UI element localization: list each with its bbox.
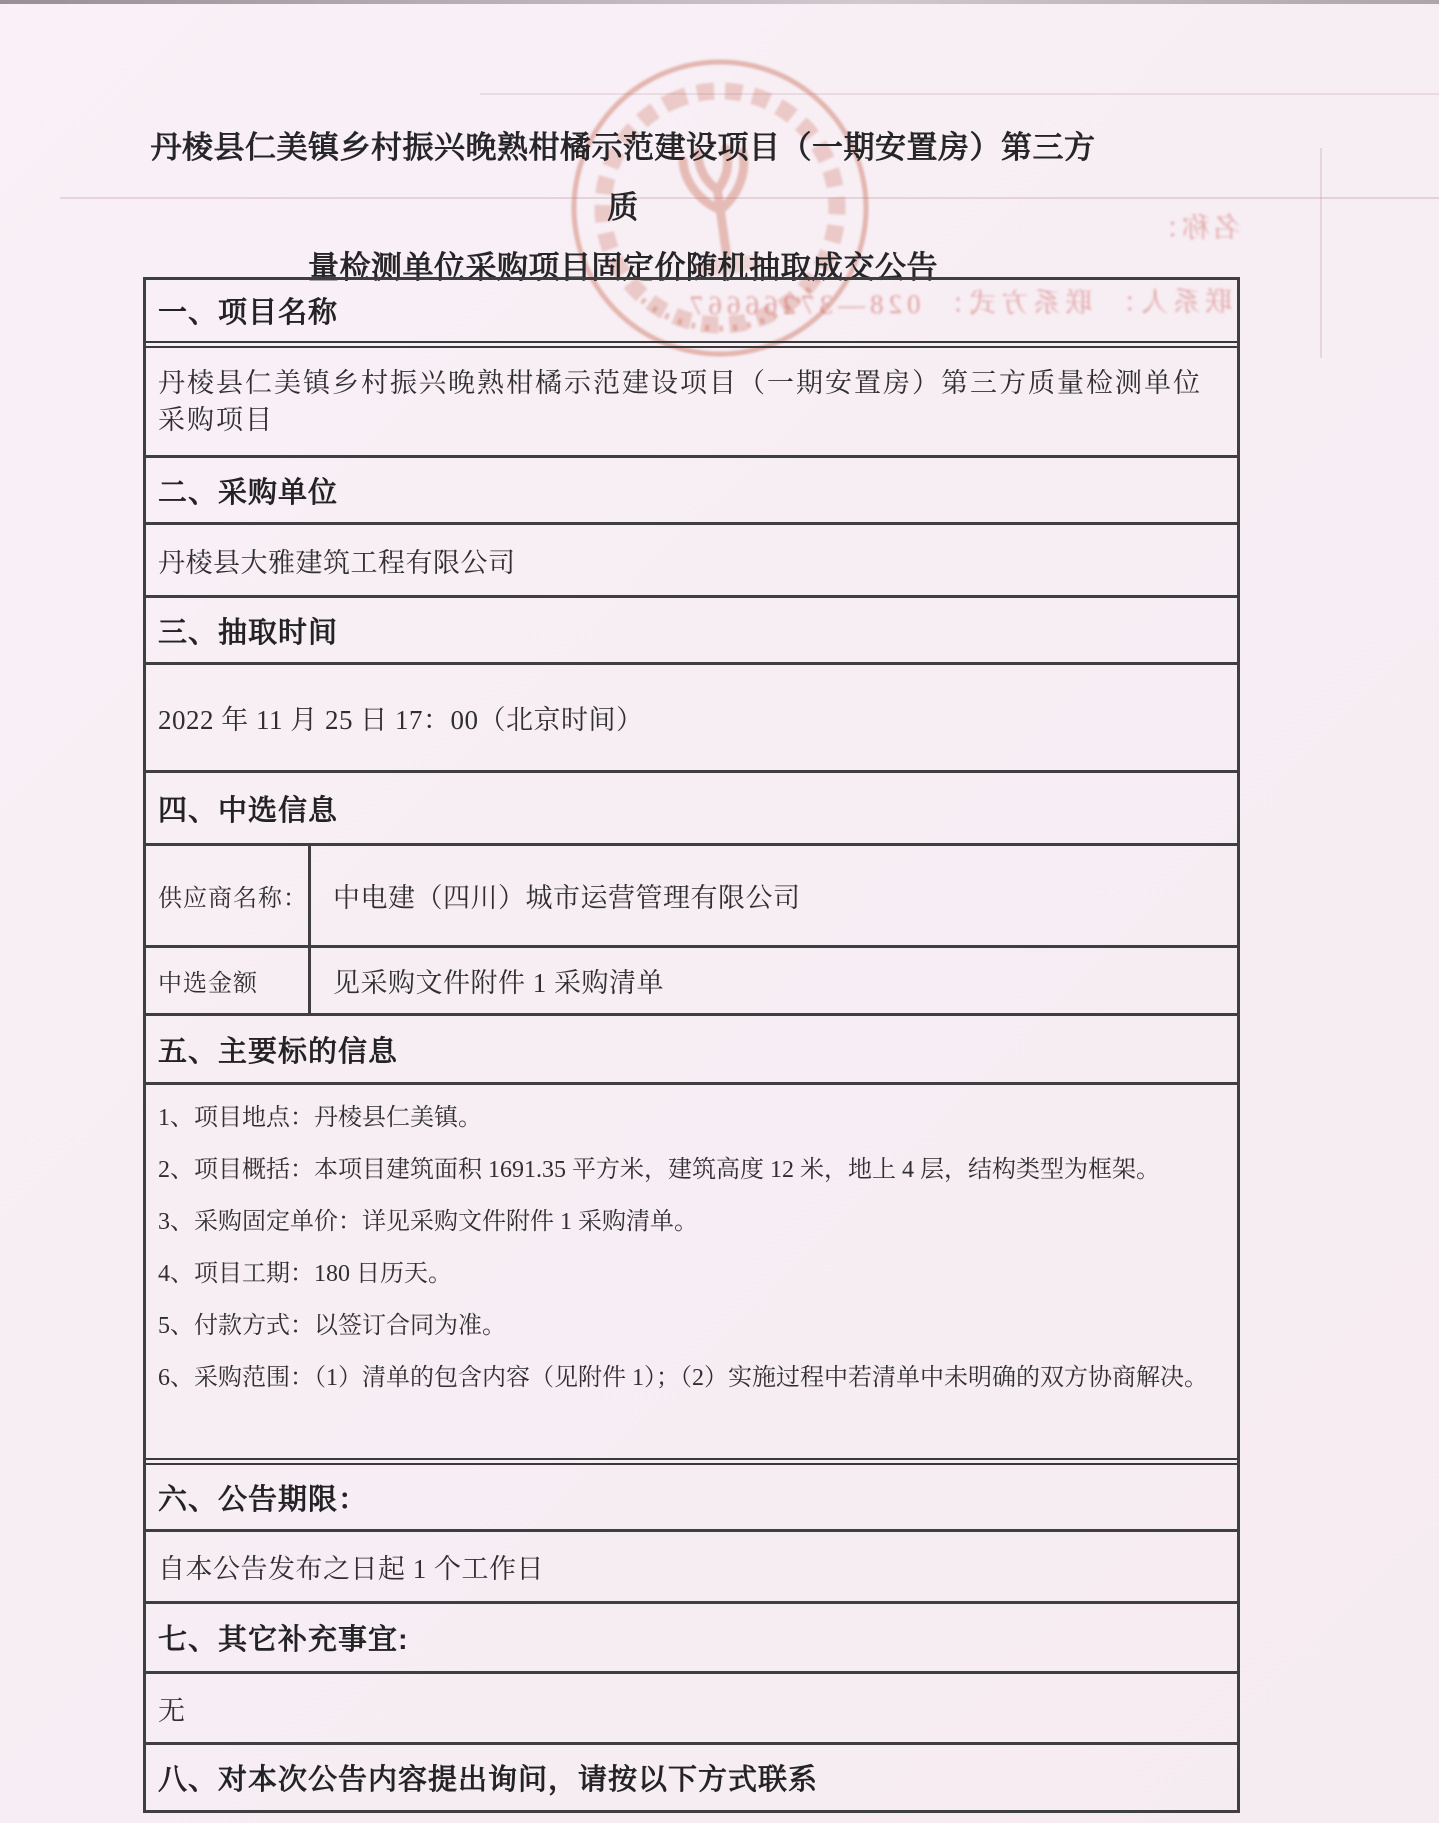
list-item-2: 2、项目概括：本项目建筑面积 1691.35 平方米，建筑高度 12 米，地上 4 层，结构类型为框架。: [158, 1157, 1160, 1183]
supplier-row: [146, 846, 1237, 948]
section-2-content: [146, 525, 1237, 598]
section-5-header-text: 五、主要标的信息: [158, 1035, 399, 1068]
bleed-line: [480, 93, 1439, 95]
section-8-header: [146, 1745, 1237, 1810]
purchaser-name-text: 丹棱县大雅建筑工程有限公司: [158, 547, 516, 578]
section-4-header-text: 四、中选信息: [158, 794, 339, 827]
award-amount-value: 见采购文件附件 1 采购清单: [333, 968, 664, 998]
section-1-header: [146, 280, 1237, 348]
section-5-content: [146, 1085, 1237, 1465]
section-7-header: [146, 1604, 1237, 1674]
bleed-through-text: 联系人： 联系方式： 028—37266667: [684, 286, 1233, 321]
section-6-content: [146, 1532, 1237, 1604]
supplier-value: 中电建（四川）城市运营管理有限公司: [333, 883, 801, 913]
section-1-header-text: 一、项目名称: [158, 297, 339, 329]
title-line-2: 量检测单位采购项目固定价随机抽取成交公告: [308, 250, 938, 285]
section-7-content: [146, 1674, 1237, 1745]
project-name-text: 丹棱县仁美镇乡村振兴晚熟柑橘示范建设项目（一期安置房）第三方质量检测单位采购项目: [158, 367, 1202, 435]
section-4-header: [146, 773, 1237, 846]
award-amount-row: [146, 948, 1237, 1016]
announcement-table: [143, 277, 1240, 1813]
document-title: [135, 118, 1111, 298]
section-7-header-text: 七、其它补充事宜:: [158, 1624, 409, 1656]
section-5-header: [146, 1016, 1237, 1085]
bleed-line-vertical: [1320, 148, 1322, 358]
scan-top-edge: [0, 0, 1439, 4]
section-1-content: [146, 348, 1237, 458]
section-2-header-text: 二、采购单位: [158, 476, 339, 509]
supplier-label: 供应商名称：: [146, 846, 311, 945]
announcement-period-text: 自本公告发布之日起 1 个工作日: [158, 1554, 544, 1584]
list-item-4: 4、项目工期：180 日历天。: [158, 1261, 452, 1287]
list-item-1: 1、项目地点：丹棱县仁美镇。: [158, 1105, 482, 1131]
section-3-header: [146, 598, 1237, 665]
section-2-header: [146, 458, 1237, 525]
section-3-content: [146, 665, 1237, 773]
list-item-6: 6、采购范围：（1）清单的包含内容（见附件 1）；（2）实施过程中若清单中未明确的双方协商解决。: [158, 1365, 1208, 1391]
award-amount-label: 中选金额: [146, 948, 311, 1013]
draw-time-text: 2022 年 11 月 25 日 17：00（北京时间）: [158, 705, 644, 735]
section-6-header-text: 六、公告期限：: [158, 1483, 369, 1516]
list-item-3: 3、采购固定单价：详见采购文件附件 1 采购清单。: [158, 1209, 698, 1235]
section-6-header: [146, 1465, 1237, 1532]
title-line-1: 丹棱县仁美镇乡村振兴晚熟柑橘示范建设项目（一期安置房）第三方质: [150, 130, 1096, 225]
list-item-5: 5、付款方式：以签订合同为准。: [158, 1313, 506, 1339]
section-3-header-text: 三、抽取时间: [158, 616, 339, 649]
section-8-header-text: 八、对本次公告内容提出询问，请按以下方式联系: [158, 1764, 819, 1796]
bleed-through-text-fragment: 名称：: [1147, 212, 1242, 245]
supplementary-text: 无: [158, 1695, 186, 1726]
